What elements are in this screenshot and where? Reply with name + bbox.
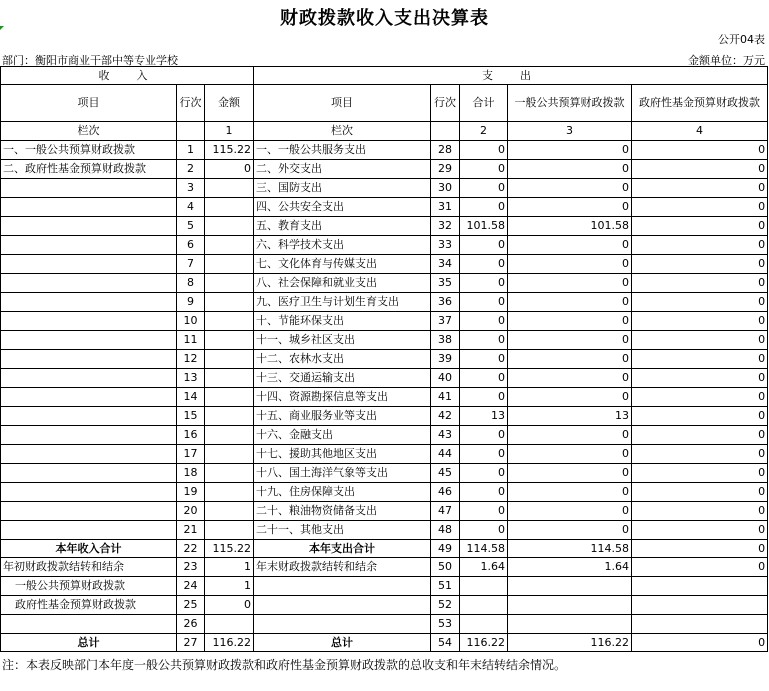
income-row-no-cell: 13: [177, 369, 205, 388]
income-row-no-cell: 6: [177, 236, 205, 255]
gov-fund-cell: 0: [632, 141, 768, 160]
expense-item-cell: 十五、商业服务业等支出: [254, 407, 431, 426]
expense-total-cell: 0: [460, 502, 508, 521]
expense-item-cell: 一、一般公共服务支出: [254, 141, 431, 160]
expense-row-no-cell: 50: [431, 558, 460, 577]
income-amount-cell: 115.22: [205, 141, 254, 160]
income-item-cell: 一般公共预算财政拨款: [1, 577, 177, 596]
general-budget-cell: 13: [508, 407, 632, 426]
income-row-no-cell: 11: [177, 331, 205, 350]
gov-fund-cell: 0: [632, 255, 768, 274]
general-budget-cell: 101.58: [508, 217, 632, 236]
gov-fund-cell: [632, 596, 768, 615]
income-item-cell: [1, 331, 177, 350]
expense-row-no-cell: 46: [431, 483, 460, 502]
gov-fund-cell: 0: [632, 160, 768, 179]
gov-fund-cell: 0: [632, 331, 768, 350]
income-amount-cell: [205, 502, 254, 521]
corner-marker-icon: [0, 26, 4, 30]
income-amount-cell: [205, 274, 254, 293]
expense-item-cell: 十、节能环保支出: [254, 312, 431, 331]
expense-item-cell: 十七、援助其他地区支出: [254, 445, 431, 464]
gov-fund-cell: 0: [632, 274, 768, 293]
expense-section-header: 支 出: [254, 67, 768, 85]
expense-total-cell: 0: [460, 331, 508, 350]
gov-fund-cell: 0: [632, 634, 768, 652]
table-row: [1, 445, 768, 464]
table-row: [1, 217, 768, 236]
general-budget-cell: 0: [508, 521, 632, 540]
income-item-cell: [1, 483, 177, 502]
income-item-cell: [1, 179, 177, 198]
general-budget-cell: [508, 596, 632, 615]
income-row-no-cell: 12: [177, 350, 205, 369]
expense-total-cell: 0: [460, 388, 508, 407]
expense-col-3: 3: [508, 122, 632, 141]
expense-row-no-cell: 47: [431, 502, 460, 521]
income-amount-cell: [205, 445, 254, 464]
footnote: 注：本表反映部门本年度一般公共预算财政拨款和政府性基金预算财政拨款的总收支和年末结转结余情况。: [2, 658, 567, 672]
income-item-cell: [1, 388, 177, 407]
expense-total-cell: 0: [460, 274, 508, 293]
income-amount-cell: [205, 312, 254, 331]
expense-row-no-cell: 45: [431, 464, 460, 483]
expense-total-cell: 0: [460, 293, 508, 312]
gov-fund-cell: 0: [632, 217, 768, 236]
table-row: [1, 198, 768, 217]
income-amount-cell: [205, 426, 254, 445]
expense-row-no-cell: 28: [431, 141, 460, 160]
general-budget-cell: 0: [508, 160, 632, 179]
income-amount-cell: 116.22: [205, 634, 254, 652]
income-item-cell: 政府性基金预算财政拨款: [1, 596, 177, 615]
table-row: [1, 255, 768, 274]
general-budget-cell: 0: [508, 464, 632, 483]
income-row-no-cell: 4: [177, 198, 205, 217]
table-row: [1, 293, 768, 312]
table-row: [1, 369, 768, 388]
income-amount-cell: [205, 217, 254, 236]
table-row: [1, 540, 768, 558]
expense-row-no-cell: 48: [431, 521, 460, 540]
income-item-cell: [1, 464, 177, 483]
general-budget-cell: 0: [508, 236, 632, 255]
income-row-no-cell: 15: [177, 407, 205, 426]
income-col-blank: [177, 122, 205, 141]
income-amount-cell: [205, 407, 254, 426]
table-row: [1, 577, 768, 596]
expense-row-no-cell: 34: [431, 255, 460, 274]
income-item-cell: [1, 502, 177, 521]
income-amount-cell: [205, 198, 254, 217]
income-amount-cell: [205, 293, 254, 312]
expense-item-header: 项目: [254, 85, 431, 122]
expense-row-no-cell: 39: [431, 350, 460, 369]
general-budget-cell: 0: [508, 312, 632, 331]
expense-total-cell: 0: [460, 350, 508, 369]
income-row-no-cell: 10: [177, 312, 205, 331]
gov-fund-cell: 0: [632, 198, 768, 217]
income-row-no-cell: 1: [177, 141, 205, 160]
general-budget-cell: 0: [508, 255, 632, 274]
income-row-no-cell: 3: [177, 179, 205, 198]
expense-row-no-cell: 54: [431, 634, 460, 652]
expense-row-no-cell: 52: [431, 596, 460, 615]
general-budget-header: 一般公共预算财政拨款: [508, 85, 632, 122]
gov-fund-cell: 0: [632, 540, 768, 558]
income-row-no-cell: 7: [177, 255, 205, 274]
table-row: [1, 407, 768, 426]
income-item-cell: 二、政府性基金预算财政拨款: [1, 160, 177, 179]
general-budget-cell: 1.64: [508, 558, 632, 577]
income-amount-cell: [205, 236, 254, 255]
income-amount-cell: [205, 483, 254, 502]
expense-row-no-cell: 31: [431, 198, 460, 217]
department-label: 部门：衡阳市商业干部中等专业学校: [2, 54, 178, 67]
income-row-no-cell: 26: [177, 615, 205, 634]
expense-total-cell: 0: [460, 369, 508, 388]
gov-fund-cell: 0: [632, 483, 768, 502]
income-item-cell: [1, 445, 177, 464]
income-row-no-cell: 8: [177, 274, 205, 293]
income-amount-cell: 1: [205, 558, 254, 577]
table-row: [1, 331, 768, 350]
report-title: 财政拨款收入支出决算表: [280, 8, 489, 29]
expense-total-cell: 0: [460, 312, 508, 331]
income-row-no-header: 行次: [177, 85, 205, 122]
expense-row-no-header: 行次: [431, 85, 460, 122]
table-row: [1, 634, 768, 652]
gov-fund-cell: [632, 577, 768, 596]
table-row: [1, 502, 768, 521]
expense-col-blank: [431, 122, 460, 141]
table-row: [1, 141, 768, 160]
expense-item-cell: 十八、国土海洋气象等支出: [254, 464, 431, 483]
expense-row-no-cell: 43: [431, 426, 460, 445]
income-row-no-cell: 16: [177, 426, 205, 445]
column-header-row: [1, 85, 768, 122]
budget-table: [0, 66, 768, 652]
income-amount-cell: 0: [205, 160, 254, 179]
expense-item-cell: 十六、金融支出: [254, 426, 431, 445]
expense-item-cell: [254, 596, 431, 615]
table-row: [1, 312, 768, 331]
expense-total-cell: 0: [460, 483, 508, 502]
income-amount-cell: [205, 350, 254, 369]
income-item-cell: [1, 236, 177, 255]
expense-total-cell: 0: [460, 141, 508, 160]
income-col-label: 栏次: [1, 122, 177, 141]
form-number: 公开04表: [718, 33, 765, 46]
general-budget-cell: 0: [508, 198, 632, 217]
expense-total-cell: 0: [460, 464, 508, 483]
income-amount-cell: [205, 464, 254, 483]
income-item-cell: [1, 350, 177, 369]
income-row-no-cell: 21: [177, 521, 205, 540]
income-row-no-cell: 24: [177, 577, 205, 596]
income-item-cell: 一、一般公共预算财政拨款: [1, 141, 177, 160]
income-col-1: 1: [205, 122, 254, 141]
expense-total-cell: 0: [460, 236, 508, 255]
expense-item-cell: 三、国防支出: [254, 179, 431, 198]
table-row: [1, 596, 768, 615]
expense-total-cell: 0: [460, 521, 508, 540]
expense-item-cell: 总计: [254, 634, 431, 652]
expense-item-cell: 九、医疗卫生与计划生育支出: [254, 293, 431, 312]
expense-total-cell: 114.58: [460, 540, 508, 558]
expense-row-no-cell: 33: [431, 236, 460, 255]
expense-item-cell: 十九、住房保障支出: [254, 483, 431, 502]
income-row-no-cell: 19: [177, 483, 205, 502]
income-item-cell: 总计: [1, 634, 177, 652]
expense-total-cell: 0: [460, 160, 508, 179]
table-row: [1, 615, 768, 634]
gov-fund-cell: 0: [632, 312, 768, 331]
expense-item-cell: 十二、农林水支出: [254, 350, 431, 369]
column-index-row: [1, 122, 768, 141]
expense-row-no-cell: 49: [431, 540, 460, 558]
unit-label: 金额单位：万元: [688, 54, 765, 67]
income-item-cell: [1, 521, 177, 540]
expense-total-cell: 0: [460, 445, 508, 464]
gov-fund-cell: 0: [632, 236, 768, 255]
income-section-header: 收 入: [1, 67, 254, 85]
income-row-no-cell: 23: [177, 558, 205, 577]
expense-row-no-cell: 29: [431, 160, 460, 179]
expense-row-no-cell: 32: [431, 217, 460, 236]
income-amount-cell: [205, 521, 254, 540]
gov-fund-cell: [632, 615, 768, 634]
table-row: [1, 274, 768, 293]
gov-fund-cell: 0: [632, 293, 768, 312]
expense-total-cell: 101.58: [460, 217, 508, 236]
gov-fund-header: 政府性基金预算财政拨款: [632, 85, 768, 122]
expense-item-cell: 八、社会保障和就业支出: [254, 274, 431, 293]
expense-total-cell: [460, 596, 508, 615]
general-budget-cell: 0: [508, 274, 632, 293]
expense-total-cell: 0: [460, 426, 508, 445]
general-budget-cell: 0: [508, 331, 632, 350]
table-row: [1, 179, 768, 198]
income-item-cell: [1, 615, 177, 634]
income-row-no-cell: 9: [177, 293, 205, 312]
income-amount-cell: [205, 179, 254, 198]
expense-row-no-cell: 35: [431, 274, 460, 293]
expense-item-cell: [254, 615, 431, 634]
income-row-no-cell: 20: [177, 502, 205, 521]
gov-fund-cell: 0: [632, 445, 768, 464]
general-budget-cell: 114.58: [508, 540, 632, 558]
gov-fund-cell: 0: [632, 558, 768, 577]
gov-fund-cell: 0: [632, 521, 768, 540]
expense-item-cell: 四、公共安全支出: [254, 198, 431, 217]
general-budget-cell: 0: [508, 388, 632, 407]
expense-item-cell: 年末财政拨款结转和结余: [254, 558, 431, 577]
income-item-cell: [1, 198, 177, 217]
expense-row-no-cell: 37: [431, 312, 460, 331]
expense-item-cell: 十三、交通运输支出: [254, 369, 431, 388]
expense-row-no-cell: 40: [431, 369, 460, 388]
income-row-no-cell: 25: [177, 596, 205, 615]
gov-fund-cell: 0: [632, 179, 768, 198]
income-row-no-cell: 22: [177, 540, 205, 558]
general-budget-cell: 0: [508, 141, 632, 160]
income-item-cell: [1, 274, 177, 293]
income-item-cell: [1, 293, 177, 312]
expense-total-cell: 0: [460, 198, 508, 217]
table-row: [1, 464, 768, 483]
income-amount-header: 金额: [205, 85, 254, 122]
expense-row-no-cell: 30: [431, 179, 460, 198]
general-budget-cell: [508, 577, 632, 596]
income-item-cell: [1, 426, 177, 445]
income-row-no-cell: 18: [177, 464, 205, 483]
general-budget-cell: 0: [508, 445, 632, 464]
table-row: [1, 160, 768, 179]
general-budget-cell: 0: [508, 483, 632, 502]
expense-item-cell: 二十一、其他支出: [254, 521, 431, 540]
income-row-no-cell: 5: [177, 217, 205, 236]
gov-fund-cell: 0: [632, 369, 768, 388]
income-row-no-cell: 2: [177, 160, 205, 179]
table-row: [1, 388, 768, 407]
expense-item-cell: 十一、城乡社区支出: [254, 331, 431, 350]
expense-row-no-cell: 36: [431, 293, 460, 312]
expense-total-cell: 0: [460, 179, 508, 198]
general-budget-cell: [508, 615, 632, 634]
income-item-cell: [1, 312, 177, 331]
table-row: [1, 483, 768, 502]
expense-item-cell: 六、科学技术支出: [254, 236, 431, 255]
gov-fund-cell: 0: [632, 388, 768, 407]
table-row: [1, 426, 768, 445]
income-amount-cell: [205, 255, 254, 274]
income-item-cell: [1, 407, 177, 426]
income-item-cell: 年初财政拨款结转和结余: [1, 558, 177, 577]
income-row-no-cell: 27: [177, 634, 205, 652]
expense-total-cell: [460, 615, 508, 634]
income-item-cell: 本年收入合计: [1, 540, 177, 558]
expense-row-no-cell: 51: [431, 577, 460, 596]
expense-col-2: 2: [460, 122, 508, 141]
table-row: [1, 350, 768, 369]
expense-item-cell: 二十、粮油物资储备支出: [254, 502, 431, 521]
expense-total-header: 合计: [460, 85, 508, 122]
expense-item-cell: 五、教育支出: [254, 217, 431, 236]
expense-item-cell: 本年支出合计: [254, 540, 431, 558]
gov-fund-cell: 0: [632, 464, 768, 483]
expense-row-no-cell: 42: [431, 407, 460, 426]
gov-fund-cell: 0: [632, 426, 768, 445]
general-budget-cell: 0: [508, 369, 632, 388]
gov-fund-cell: 0: [632, 502, 768, 521]
gov-fund-cell: 0: [632, 350, 768, 369]
expense-item-cell: 十四、资源勘探信息等支出: [254, 388, 431, 407]
expense-total-cell: 116.22: [460, 634, 508, 652]
income-item-header: 项目: [1, 85, 177, 122]
expense-row-no-cell: 53: [431, 615, 460, 634]
expense-item-cell: 七、文化体育与传媒支出: [254, 255, 431, 274]
expense-total-cell: [460, 577, 508, 596]
income-item-cell: [1, 217, 177, 236]
expense-col-4: 4: [632, 122, 768, 141]
income-item-cell: [1, 369, 177, 388]
expense-item-cell: [254, 577, 431, 596]
expense-row-no-cell: 44: [431, 445, 460, 464]
general-budget-cell: 116.22: [508, 634, 632, 652]
expense-total-cell: 13: [460, 407, 508, 426]
income-item-cell: [1, 255, 177, 274]
income-amount-cell: [205, 615, 254, 634]
income-amount-cell: [205, 331, 254, 350]
general-budget-cell: 0: [508, 350, 632, 369]
expense-row-no-cell: 38: [431, 331, 460, 350]
table-row: [1, 521, 768, 540]
income-amount-cell: 115.22: [205, 540, 254, 558]
expense-total-cell: 0: [460, 255, 508, 274]
expense-col-label: 栏次: [254, 122, 431, 141]
general-budget-cell: 0: [508, 179, 632, 198]
general-budget-cell: 0: [508, 502, 632, 521]
gov-fund-cell: 0: [632, 407, 768, 426]
income-amount-cell: 0: [205, 596, 254, 615]
expense-row-no-cell: 41: [431, 388, 460, 407]
general-budget-cell: 0: [508, 426, 632, 445]
income-row-no-cell: 17: [177, 445, 205, 464]
table-row: [1, 558, 768, 577]
general-budget-cell: 0: [508, 293, 632, 312]
section-header-row: [1, 67, 768, 85]
income-row-no-cell: 14: [177, 388, 205, 407]
expense-item-cell: 二、外交支出: [254, 160, 431, 179]
table-row: [1, 236, 768, 255]
income-amount-cell: [205, 369, 254, 388]
income-amount-cell: 1: [205, 577, 254, 596]
income-amount-cell: [205, 388, 254, 407]
expense-total-cell: 1.64: [460, 558, 508, 577]
